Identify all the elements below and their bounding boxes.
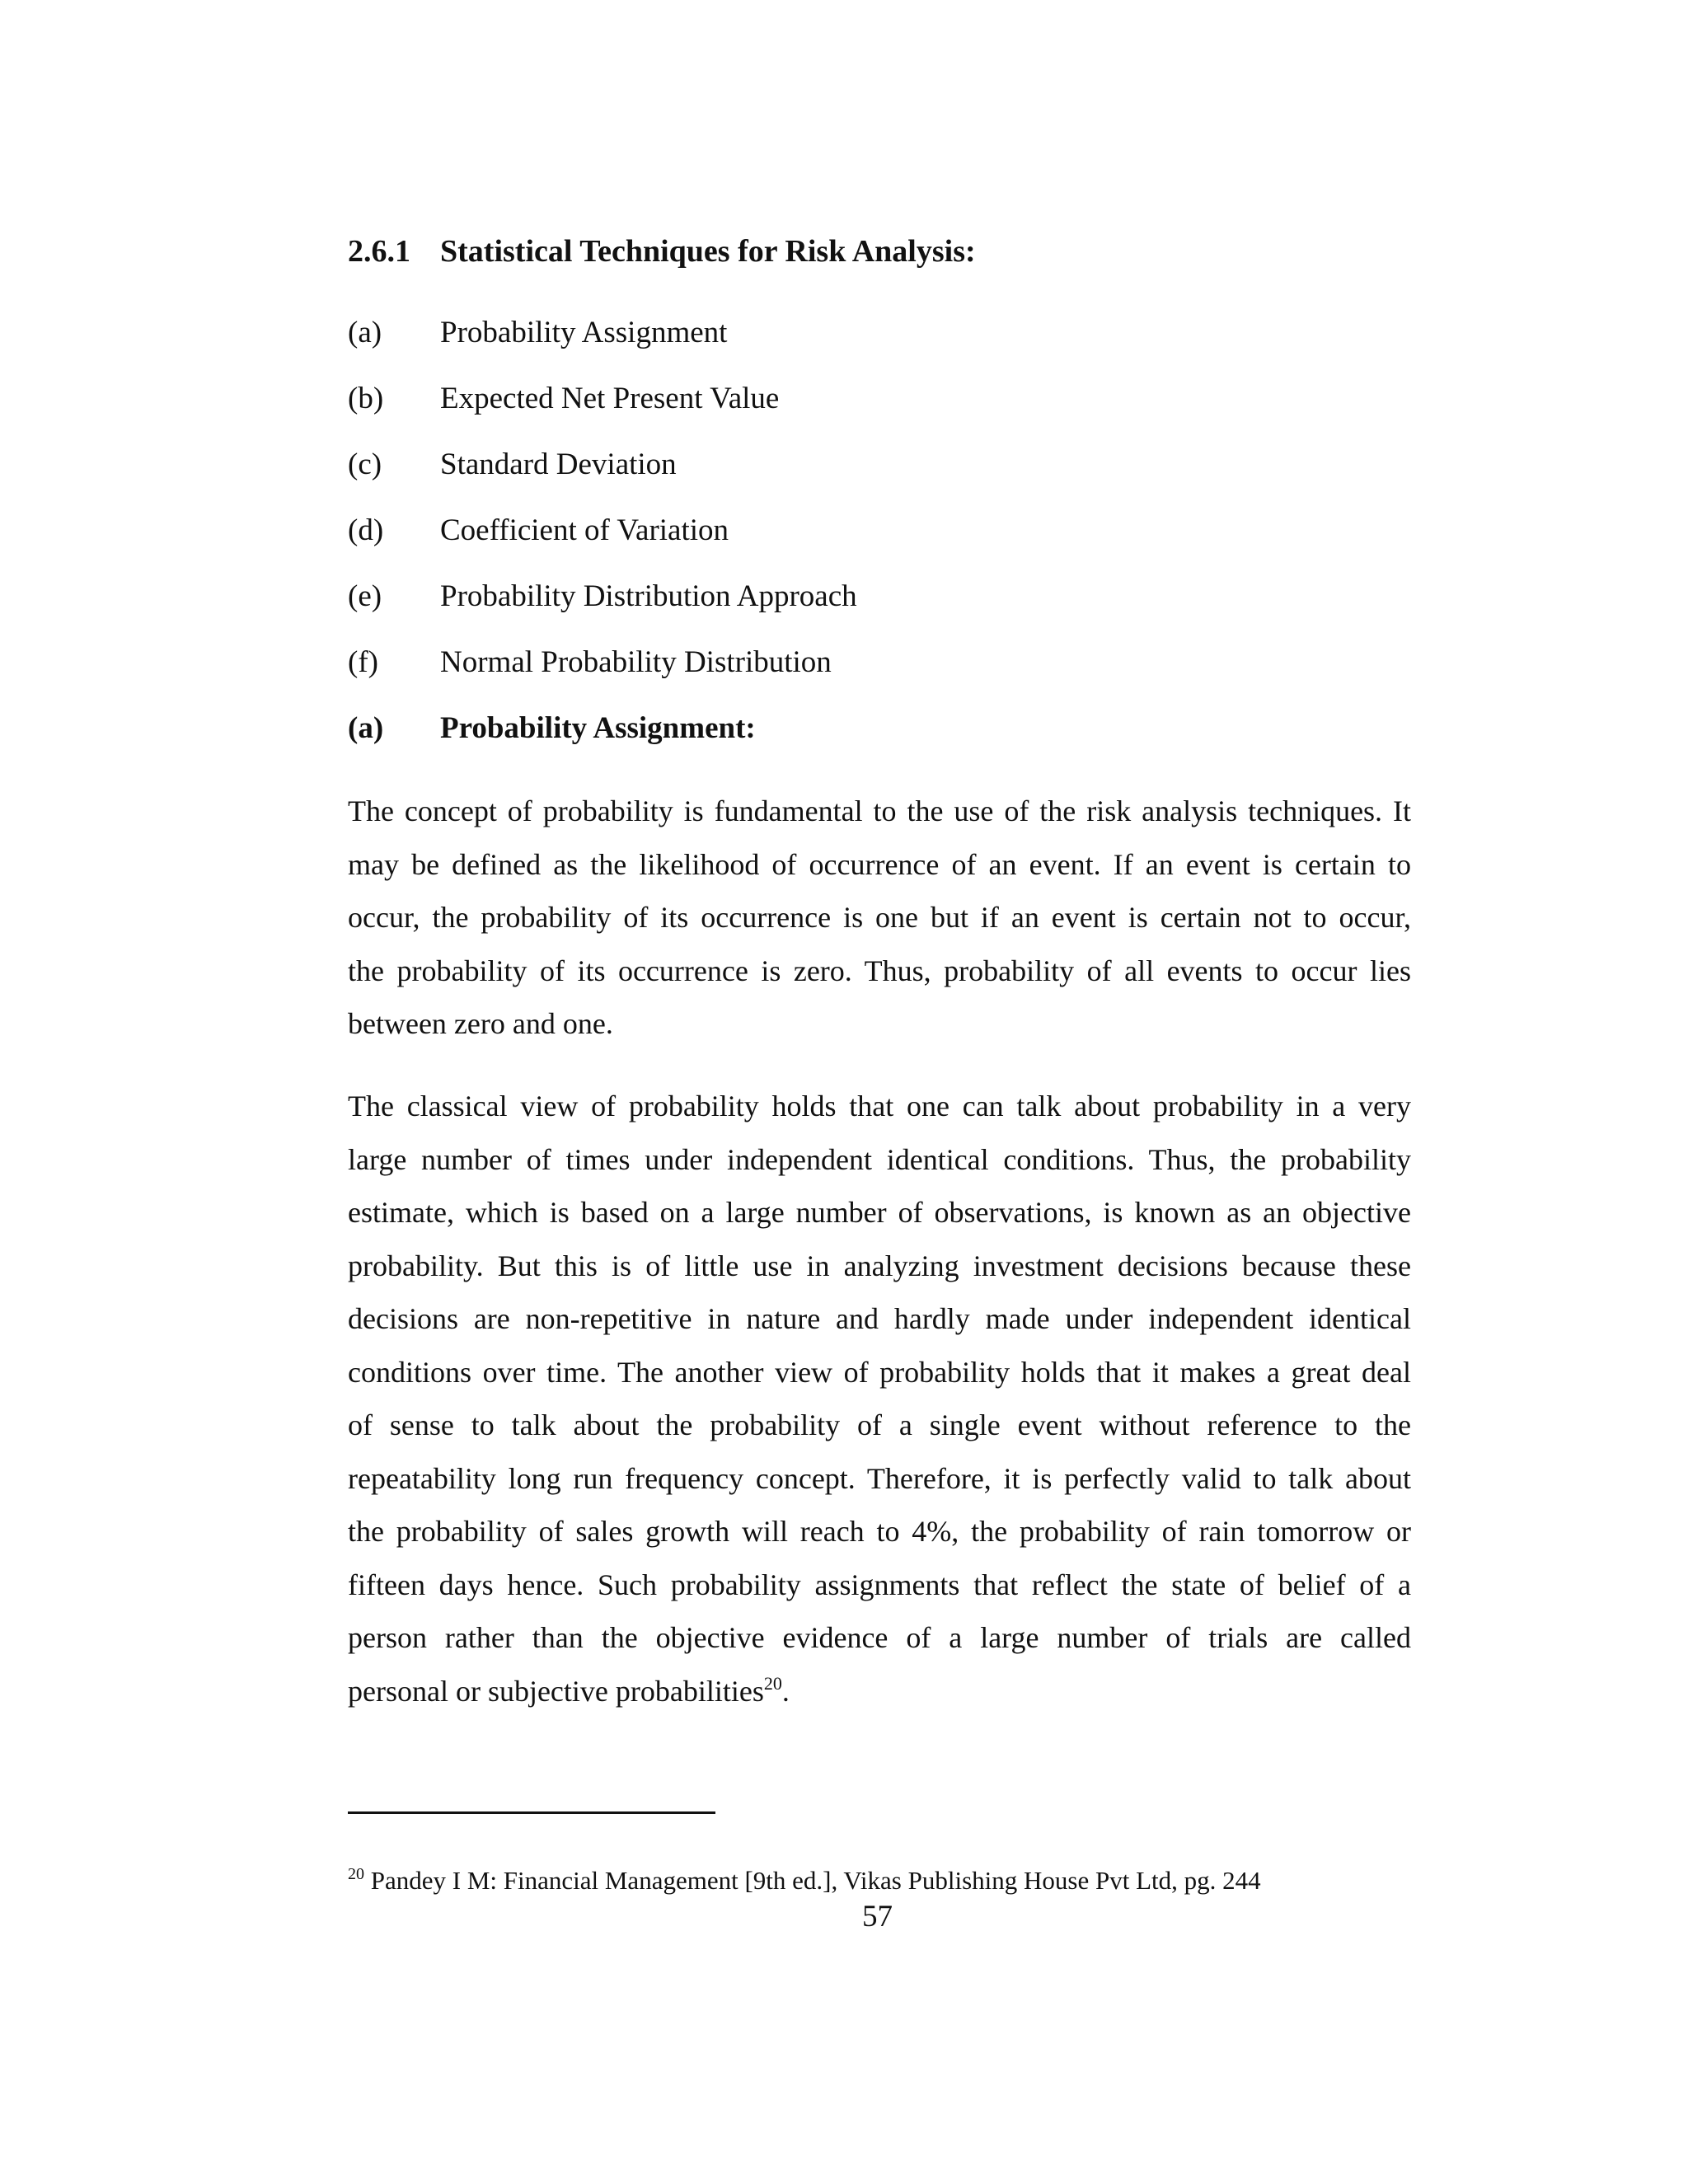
paragraph-line: The concept of probability is fundamental to the use of the risk analysis techniques. It bbox=[348, 794, 1411, 827]
list-marker: (f) bbox=[348, 645, 378, 679]
paragraph-line: the probability of its occurrence is zero. Thus, probability of all events to occur lies bbox=[348, 954, 1411, 987]
paragraph-classical-view bbox=[348, 1080, 1411, 1718]
paragraph-last-line bbox=[348, 1665, 1411, 1718]
subsection-heading bbox=[348, 713, 1411, 749]
list-marker: (b) bbox=[348, 382, 384, 415]
paragraph-line: repeatability long run frequency concept. Therefore, it is perfectly valid to talk about bbox=[348, 1461, 1411, 1495]
list-label: Standard Deviation bbox=[440, 448, 677, 481]
list-item bbox=[348, 647, 1411, 683]
list-marker: (d) bbox=[348, 513, 384, 547]
paragraph-line: person rather than the objective evidence of a large number of trials are called bbox=[348, 1621, 1411, 1654]
list-marker: (c) bbox=[348, 448, 382, 481]
section-number: 2.6.1 bbox=[348, 234, 410, 269]
list-marker: (e) bbox=[348, 579, 382, 613]
footnote-text: Pandey I M: Financial Management [9th ed.], Vikas Publishing House Pvt Ltd, pg. 244 bbox=[370, 1866, 1261, 1895]
list-item bbox=[348, 581, 1411, 617]
footnote-reference[interactable]: 20 bbox=[763, 1672, 782, 1694]
list-marker: (a) bbox=[348, 316, 382, 349]
list-item bbox=[348, 383, 1411, 419]
section-heading bbox=[348, 236, 1411, 272]
paragraph-text: personal or subjective probabilities bbox=[348, 1674, 764, 1708]
page-number: 57 bbox=[862, 1900, 893, 1933]
paragraph-line: decisions are non-repetitive in nature and hardly made under independent identical bbox=[348, 1302, 1411, 1335]
list-label: Probability Assignment bbox=[440, 316, 728, 349]
section-title: Statistical Techniques for Risk Analysis: bbox=[440, 234, 976, 269]
subsection-title: Probability Assignment: bbox=[440, 711, 756, 745]
paragraph-probability-concept bbox=[348, 785, 1411, 1051]
paragraph-line: large number of times under independent identical conditions. Thus, the probability bbox=[348, 1142, 1411, 1176]
footnote-number: 20 bbox=[348, 1865, 364, 1883]
paragraph-line: between zero and one. bbox=[348, 1007, 613, 1040]
list-item bbox=[348, 449, 1411, 485]
paragraph-line: of sense to talk about the probability of a single event without reference to the bbox=[348, 1408, 1411, 1441]
paragraph-end-punctuation: . bbox=[781, 1674, 790, 1708]
subsection-marker: (a) bbox=[348, 711, 384, 745]
paragraph-line: The classical view of probability holds that one can talk about probability in a very bbox=[348, 1090, 1411, 1122]
list-label: Coefficient of Variation bbox=[440, 513, 729, 547]
paragraph-line: fifteen days hence. Such probability assignments that reflect the state of belief of a bbox=[348, 1568, 1411, 1601]
list-label: Probability Distribution Approach bbox=[440, 579, 857, 613]
paragraph-line: may be defined as the likelihood of occurrence of an event. If an event is certain to bbox=[348, 847, 1411, 881]
list-label: Normal Probability Distribution bbox=[440, 645, 832, 679]
footnote-separator bbox=[348, 1811, 715, 1814]
paragraph-line: probability. But this is of little use in analyzing investment decisions because these bbox=[348, 1249, 1411, 1282]
list-item bbox=[348, 515, 1411, 551]
paragraph-line: estimate, which is based on a large number of observations, is known as an objective bbox=[348, 1196, 1411, 1229]
list-label: Expected Net Present Value bbox=[440, 382, 780, 415]
paragraph-line: occur, the probability of its occurrence is one but if an event is certain not to occur, bbox=[348, 901, 1411, 934]
paragraph-line: conditions over time. The another view of probability holds that it makes a great deal bbox=[348, 1355, 1411, 1389]
list-item bbox=[348, 317, 1411, 354]
footnote bbox=[348, 1865, 1261, 1895]
paragraph-line: the probability of sales growth will reach to 4%, the probability of rain tomorrow or bbox=[348, 1515, 1411, 1548]
